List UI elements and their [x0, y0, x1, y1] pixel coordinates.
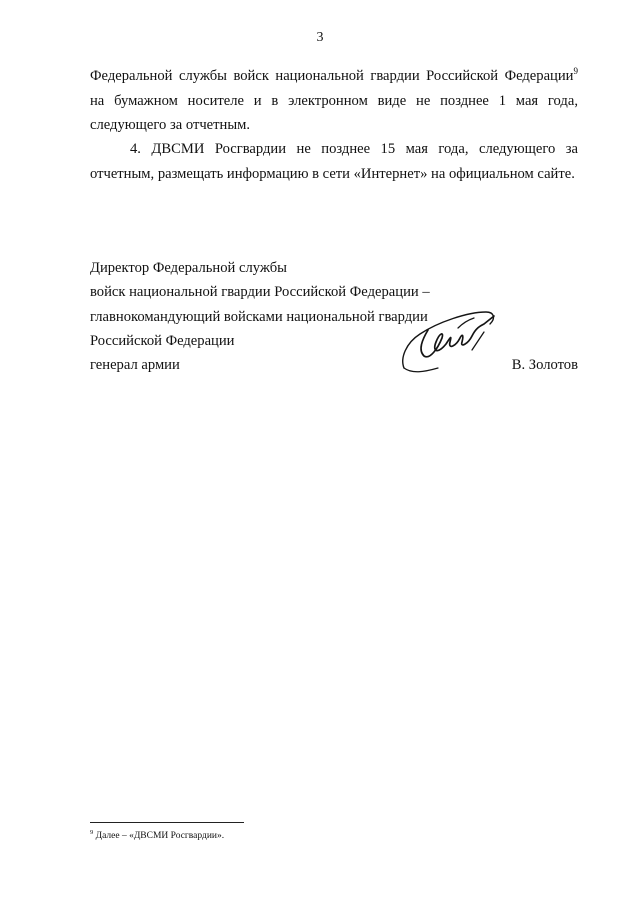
signatory-title-line: Российской Федерации — [90, 333, 235, 349]
footnote-divider — [90, 822, 244, 823]
paragraph-text: на бумажном носителе и в электронном виде не позднее 1 мая года, следующего за отчетным. — [90, 92, 578, 133]
paragraph-continuation — [90, 64, 578, 138]
footnote-reference: 9 — [573, 66, 578, 77]
signatory-title-line: главнокомандующий войсками национальной гвардии — [90, 309, 428, 325]
signatory-title-line: войск национальной гвардии Российской Федерации – — [90, 284, 430, 300]
signatory-rank: генерал армии — [90, 357, 180, 373]
page-number: 3 — [316, 30, 324, 45]
signatory-title-line: Директор Федеральной службы — [90, 260, 287, 276]
footnote-number: 9 — [90, 828, 94, 836]
footnote-text: Далее – «ДВСМИ Росгвардии». — [93, 831, 225, 841]
footnote — [90, 829, 224, 843]
paragraph-item-4: 4. ДВСМИ Росгвардии не позднее 15 мая года, следующего за отчетным, размещать информацию в сети «Интернет» на официальном сайте. — [90, 141, 578, 182]
handwritten-signature — [398, 298, 508, 378]
signatory-name: В. Золотов — [511, 357, 578, 373]
paragraph-text: Федеральной службы войск национальной гвардии Российской Федерации — [90, 68, 574, 84]
